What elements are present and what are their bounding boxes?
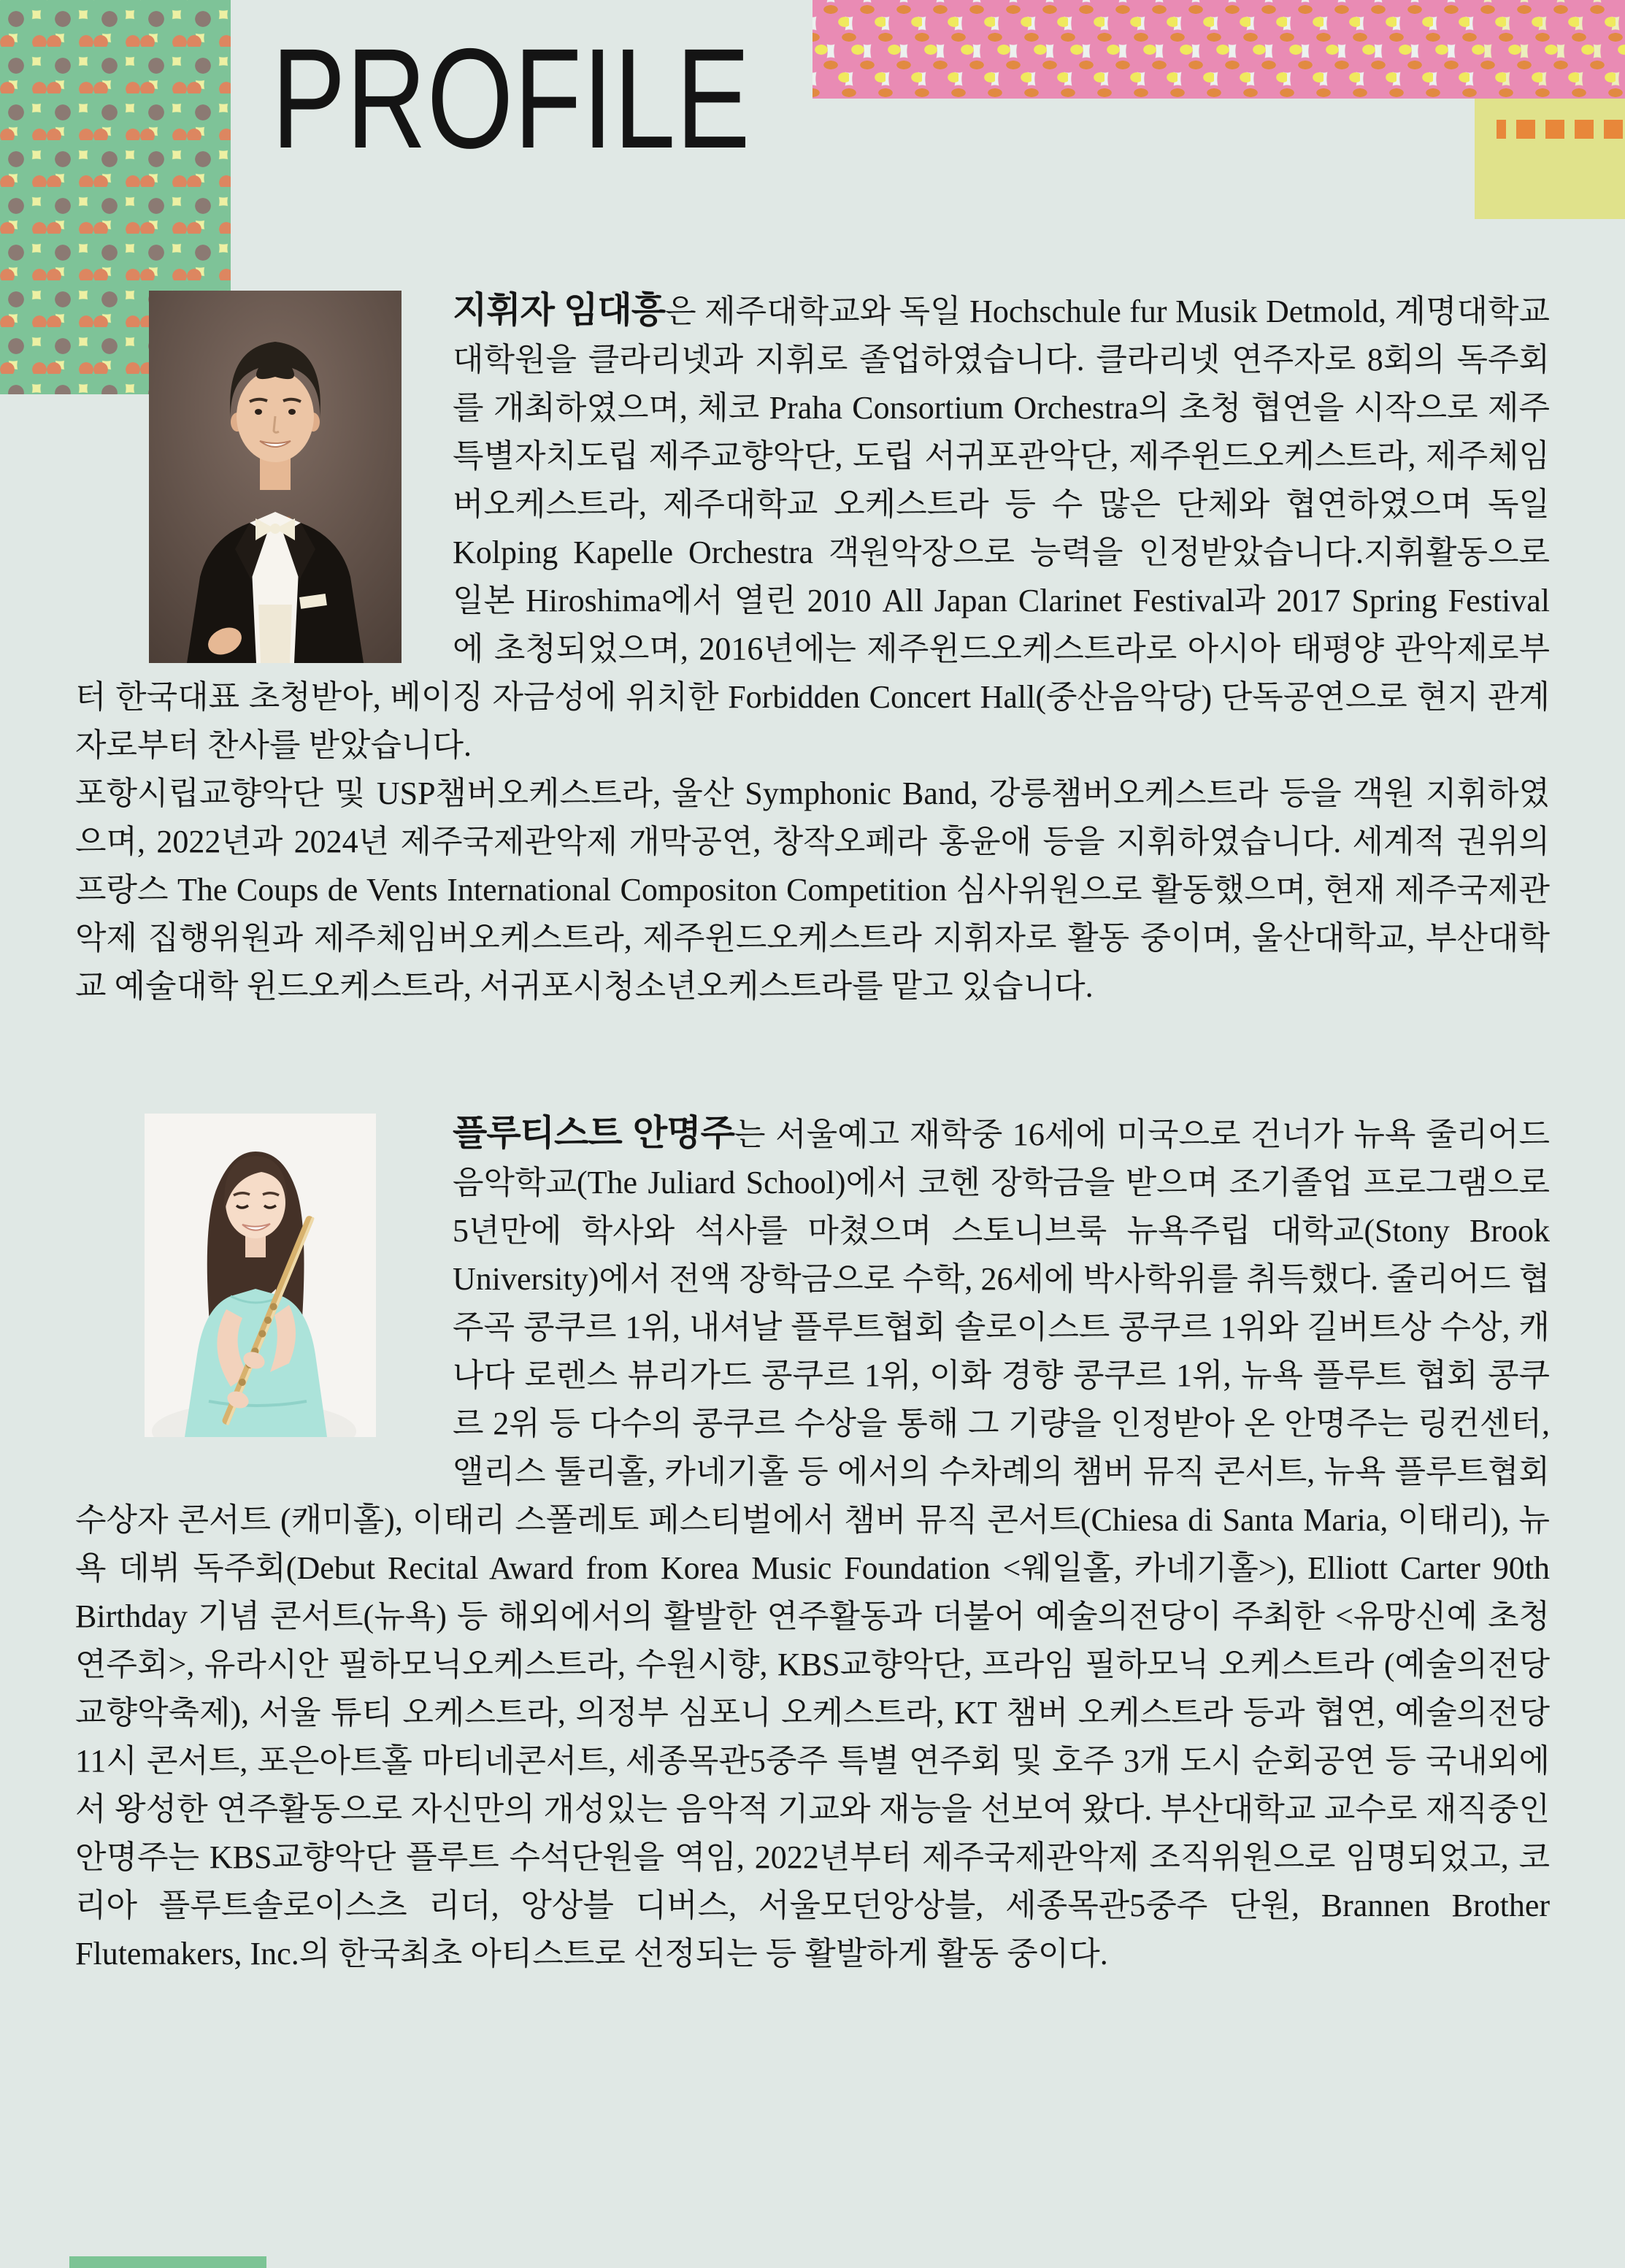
profile-name-conductor: 지휘자 임대흥 [453,291,666,330]
orange-dashes-decoration [1497,120,1623,139]
page-title: PROFILE [272,19,751,178]
flutist-photo [145,1114,376,1437]
bio-paragraph: 포항시립교향악단 및 USP챔버오케스트라, 울산 Symphonic Band, 강릉챔버오케스트라 등을 객원 지휘하였으며, 2022년과 2024년 제주국제관악제 개막공연, 창작오페라 홍윤애 등을 지휘하였습니다. 세계적 권위의 프랑스 The Coups de Vents International Compositon Competition 심사위원으로 활동했으며, 현재 제주국제관악제 집행위원과 제주체임버오케스트라, 제주윈드오케스트라 지휘자로 활동 중이며, 울산대학교, 부산대학교 예술대학 윈드오케스트라, 서귀포시청소년오케스트라를 맡고 있습니다. [75,775,1550,1004]
green-strip-decoration [69,2256,266,2268]
orange-dash [1545,120,1564,139]
bio-text: 는 서울예고 재학중 16세에 미국으로 건너가 뉴욕 줄리어드 음악학교(The Juliard School)에서 코헨 장학금을 받으며 조기졸업 프로그램으로 5년만에 학사와 석사를 마쳤으며 스토니브룩 뉴욕주립 대학교(Stony Brook University)에서 전액 장학금으로 수학, 26세에 박사학위를 취득했다. 줄리어드 협주곡 콩쿠르 1위, 내셔날 플루트협회 솔로이스트 콩쿠르 1위와 길버트상 수상, 캐나다 로렌스 뷰리가드 콩쿠르 1위, 이화 경향 콩쿠르 1위, 뉴욕 플루트 협회 콩쿠르 2위 등 다수의 콩쿠르 수상을 통해 그 기량을 인정받아 온 안명주는 링컨센터, 앨리스 툴리홀, 카네기홀 등 에서의 수차례의 챔버 뮤직 콘서트, 뉴욕 플루트협회 수상자 콘서트 (캐미홀), 이태리 스폴레토 페스티벌에서 챔버 뮤직 콘서트(Chiesa di Santa Maria, 이태리), 뉴욕 데뷔 독주회(Debut Recital Award from Korea Music Foundation <웨일홀, 카네기홀>), Elliott Carter 90th Birthday 기념 콘서트(뉴욕) 등 해외에서의 활발한 연주활동과 더불어 예술의전당이 주최한 <유망신예 초청 연주회>, 유라시안 필하모닉오케스트라, 수원시향, KBS교향악단, 프라임 필하모닉 오케스트라 (예술의전당 교향악축제), 서울 튜티 오케스트라, 의정부 심포니 오케스트라, KT 챔버 오케스트라 등과 협연, 예술의전당 11시 콘서트, 포은아트홀 마티네콘서트, 세종목관5중주 특별 연주회 및 호주 3개 도시 순회공연 등 국내외에서 왕성한 연주활동으로 자신만의 개성있는 음악적 기교와 재능을 선보여 왔다. 부산대학교 교수로 재직중인 안명주는 KBS교향악단 플루트 수석단원을 역임, 2022년부터 제주국제관악제 조직위원으로 임명되었고, 코리아 플루트솔로이스츠 리더, 앙상블 디버스, 서울모던앙상블, 세종목관5중주 단원, Brannen Brother Flutemakers, Inc.의 한국최초 아티스트로 선정되는 등 활발하게 활동 중이다. [75,1116,1551,1972]
orange-dash [1575,120,1594,139]
conductor-portrait-illustration [149,291,402,663]
orange-dash [1604,120,1623,139]
conductor-photo [149,291,402,663]
orange-dash [1497,120,1506,139]
orange-dash [1516,120,1535,139]
profile-section-flutist [75,1109,1550,1978]
profile-section-conductor [75,286,1550,1011]
bio-text: 은 제주대학교와 독일 Hochschule fur Musik Detmold, 계명대학교 대학원을 클라리넷과 지휘로 졸업하였습니다. 클라리넷 연주자로 8회의 독주회를 개최하였으며, 체코 Praha Consortium Orchestra의 초청 협연을 시작으로 제주특별자치도립 제주교향악단, 도립 서귀포관악단, 제주윈드오케스트라, 제주체임버오케스트라, 제주대학교 오케스트라 등 수 많은 단체와 협연하였으며 독일 Kolping Kapelle Orchestra 객원악장으로 능력을 인정받았습니다.지휘활동으로 일본 Hiroshima에서 열린 2010 All Japan Clarinet Festival과 2017 Spring Festival에 초청되었으며, 2016년에는 제주윈드오케스트라로 아시아 태평양 관악제로부터 한국대표 초청받아, 베이징 자금성에 위치한 Forbidden Concert Hall(중산음악당) 단독공연으로 현지 관계자로부터 찬사를 받았습니다. [75,294,1550,763]
pink-dot-pattern-decoration [812,0,1625,99]
flutist-portrait-illustration [145,1114,376,1437]
profile-name-flutist: 플루티스트 안명주 [453,1114,734,1153]
profiles-content [75,286,1550,1978]
